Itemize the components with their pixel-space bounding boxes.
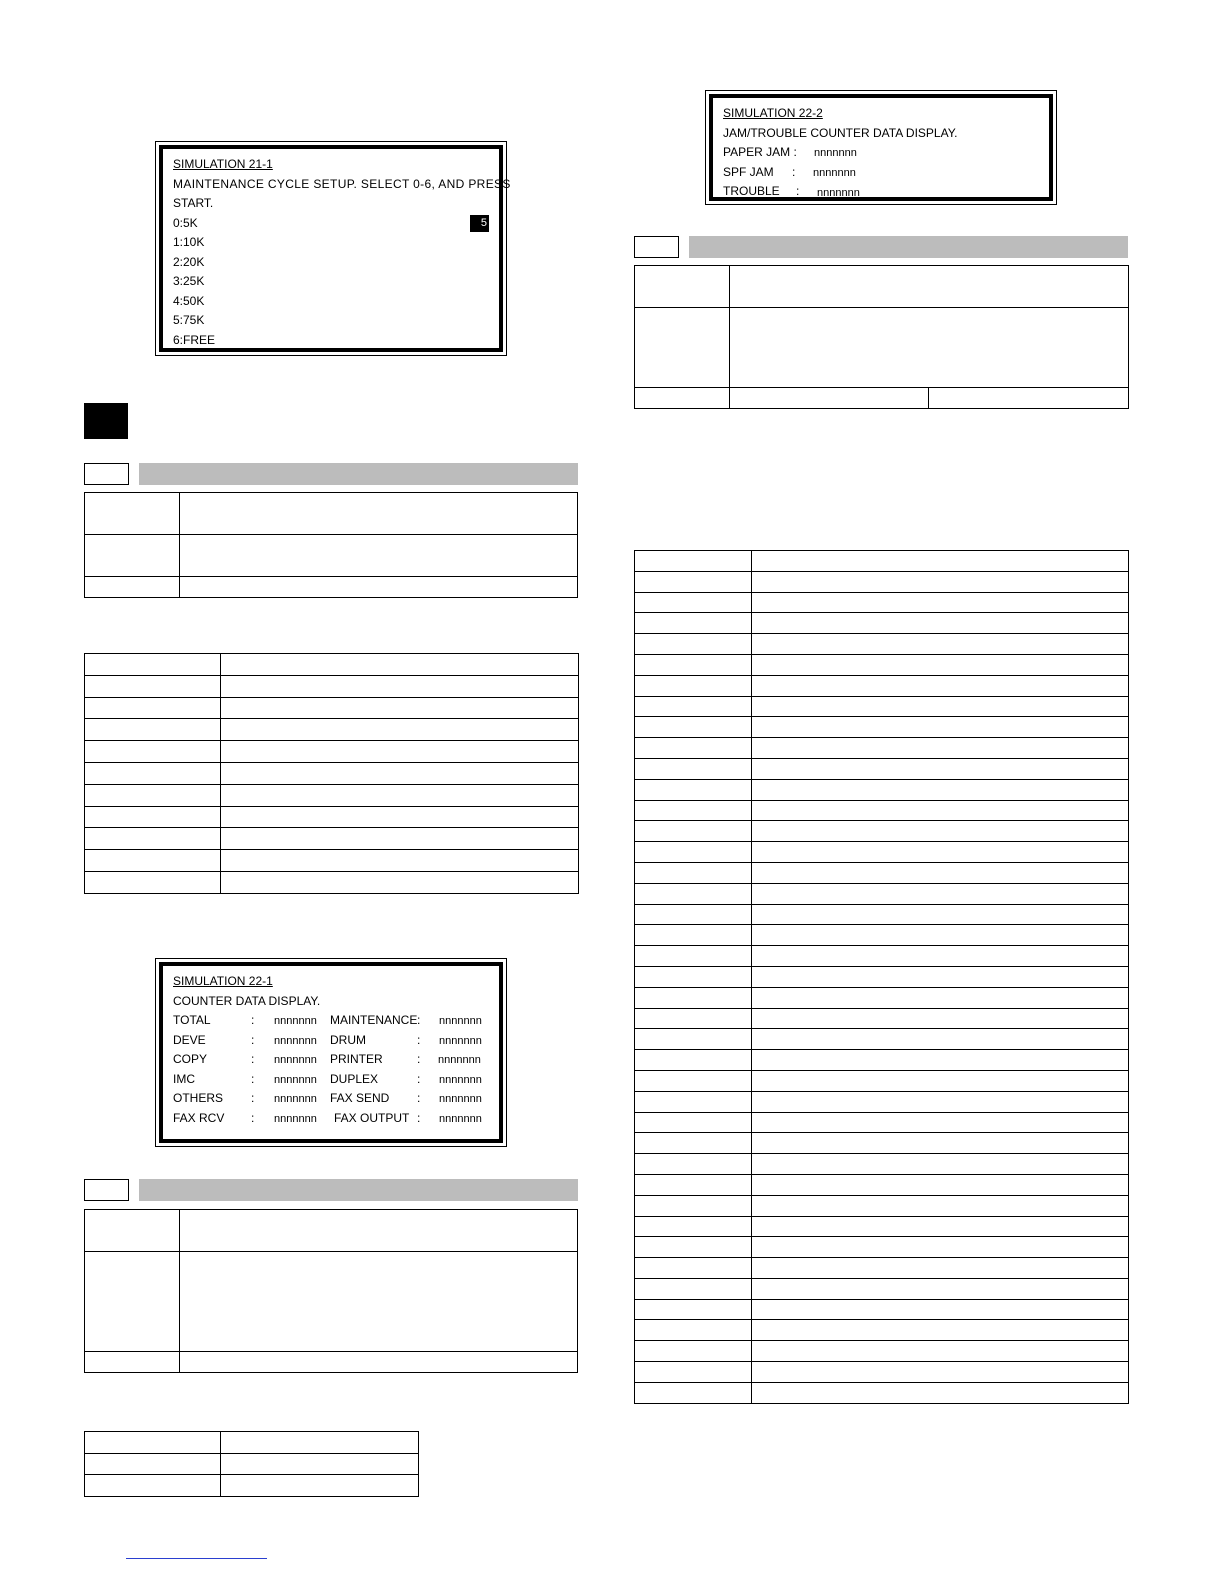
table-cell [752, 779, 1129, 800]
counter-colon: : [417, 1091, 421, 1105]
table-cell [85, 850, 221, 872]
counter-label: MAINTENANCE [330, 1013, 418, 1027]
table-cell [85, 697, 221, 719]
counter-value: nnnnnnn [274, 1074, 317, 1086]
info-cell [635, 266, 730, 308]
table-cell [635, 654, 752, 675]
sim21-option[interactable]: 5:75K [173, 313, 205, 327]
jam-value: nnnnnnn [813, 167, 856, 179]
counter-label: DRUM [330, 1033, 366, 1047]
data-table [84, 653, 579, 894]
table-cell [221, 806, 579, 828]
section-header [84, 1179, 578, 1201]
table-cell [635, 966, 752, 987]
table-cell [85, 719, 221, 741]
table-cell [635, 1237, 752, 1258]
section-header [84, 463, 578, 485]
counter-label: PRINTER [330, 1052, 383, 1066]
counter-label: DUPLEX [330, 1072, 379, 1086]
table-cell [752, 1154, 1129, 1175]
section-header-bar [689, 236, 1128, 258]
table-cell [635, 883, 752, 904]
table-cell [85, 654, 221, 676]
table-cell [752, 1029, 1129, 1050]
table-cell [752, 675, 1129, 696]
table-cell [752, 800, 1129, 821]
table-cell [752, 1112, 1129, 1133]
jam-label: PAPER JAM : [723, 145, 797, 159]
table-cell [752, 1362, 1129, 1383]
footer-link[interactable] [126, 1558, 267, 1559]
counter-value: nnnnnnn [439, 1113, 482, 1125]
info-cell [730, 388, 929, 409]
table-cell [752, 717, 1129, 738]
table-cell [752, 654, 1129, 675]
sim21-title: SIMULATION 21-1 [173, 157, 273, 171]
counter-colon: : [417, 1052, 421, 1066]
counter-value: nnnnnnn [274, 1054, 317, 1066]
counter-label: FAX OUTPUT [334, 1111, 410, 1125]
table-cell [635, 1216, 752, 1237]
table-cell [635, 1299, 752, 1320]
info-table [84, 492, 578, 598]
info-cell [180, 493, 578, 535]
table-cell [635, 634, 752, 655]
table-cell [635, 717, 752, 738]
table-cell [635, 1112, 752, 1133]
table-cell [635, 738, 752, 759]
table-cell [635, 551, 752, 572]
table-cell [752, 1320, 1129, 1341]
table-cell [752, 925, 1129, 946]
table-cell [221, 784, 579, 806]
table-cell [752, 1091, 1129, 1112]
info-cell [85, 1252, 180, 1352]
info-cell [180, 1252, 578, 1352]
info-cell [180, 1210, 578, 1252]
table-cell [221, 675, 579, 697]
table-cell [85, 806, 221, 828]
sim21-selected-value[interactable]: 5 [470, 215, 489, 232]
info-cell [180, 535, 578, 577]
table-cell [635, 613, 752, 634]
sim21-option[interactable]: 6:FREE [173, 333, 216, 347]
table-cell [752, 1216, 1129, 1237]
info-cell [85, 577, 180, 598]
table-cell [752, 1133, 1129, 1154]
counter-colon: : [251, 1013, 255, 1027]
table-cell [635, 862, 752, 883]
counter-label: COPY [173, 1052, 208, 1066]
counter-value: nnnnnnn [274, 1093, 317, 1105]
table-cell [635, 1382, 752, 1403]
table-cell [752, 1278, 1129, 1299]
jam-label: SPF JAM [723, 165, 774, 179]
table-cell [635, 946, 752, 967]
counter-value: nnnnnnn [439, 1093, 482, 1105]
info-cell [180, 577, 578, 598]
table-cell [752, 1258, 1129, 1279]
info-cell [85, 493, 180, 535]
table-cell [752, 946, 1129, 967]
table-cell [221, 1432, 419, 1454]
table-cell [635, 1154, 752, 1175]
table-cell [635, 800, 752, 821]
table-cell [635, 1278, 752, 1299]
table-cell [752, 1195, 1129, 1216]
counter-value: nnnnnnn [438, 1054, 481, 1066]
table-cell [221, 762, 579, 784]
section-marker [84, 403, 128, 439]
table-cell [85, 1475, 221, 1497]
table-cell [752, 1050, 1129, 1071]
table-cell [752, 1382, 1129, 1403]
counter-colon: : [251, 1052, 255, 1066]
table-cell [752, 1237, 1129, 1258]
table-cell [752, 862, 1129, 883]
table-cell [635, 1174, 752, 1195]
table-cell [221, 850, 579, 872]
table-cell [752, 613, 1129, 634]
table-cell [635, 1029, 752, 1050]
counter-value: nnnnnnn [274, 1015, 317, 1027]
table-cell [221, 828, 579, 850]
counter-value: nnnnnnn [439, 1035, 482, 1047]
table-cell [635, 1258, 752, 1279]
table-cell [221, 697, 579, 719]
info-cell [635, 308, 730, 388]
section-header-bar [139, 463, 578, 485]
table-cell [221, 719, 579, 741]
table-cell [752, 1341, 1129, 1362]
table-cell [635, 1091, 752, 1112]
table-cell [752, 966, 1129, 987]
sim21-option[interactable]: 3:25K [173, 274, 205, 288]
table-cell [752, 904, 1129, 925]
table-cell [635, 1341, 752, 1362]
counter-colon: : [417, 1013, 421, 1027]
table-cell [85, 1453, 221, 1475]
info-cell [85, 1210, 180, 1252]
table-cell [752, 738, 1129, 759]
table-cell [635, 571, 752, 592]
table-cell [221, 871, 579, 893]
table-cell [85, 741, 221, 763]
table-cell [752, 883, 1129, 904]
counter-value: nnnnnnn [439, 1015, 482, 1027]
table-cell [635, 758, 752, 779]
counter-colon: : [417, 1072, 421, 1086]
table-cell [752, 696, 1129, 717]
table-cell [752, 551, 1129, 572]
counter-colon: : [251, 1111, 255, 1125]
counter-label: DEVE [173, 1033, 206, 1047]
sim21-option[interactable]: 0:5K [173, 216, 198, 230]
section-header-box [84, 1179, 129, 1201]
table-cell [635, 1362, 752, 1383]
table-cell [635, 842, 752, 863]
sim22-1-title: SIMULATION 22-1 [173, 974, 273, 988]
counter-colon: : [417, 1111, 421, 1125]
table-cell [752, 1299, 1129, 1320]
table-cell [752, 842, 1129, 863]
jam-label: TROUBLE [723, 184, 780, 198]
table-cell [635, 1133, 752, 1154]
counter-label: IMC [173, 1072, 195, 1086]
sim22-2-subtitle: JAM/TROUBLE COUNTER DATA DISPLAY. [723, 126, 958, 140]
sim22-2-title: SIMULATION 22-2 [723, 106, 823, 120]
table-cell [85, 1432, 221, 1454]
table-cell [635, 592, 752, 613]
counter-label: OTHERS [173, 1091, 224, 1105]
info-cell [730, 266, 1129, 308]
counter-colon: : [251, 1033, 255, 1047]
info-cell [929, 388, 1129, 409]
data-table [634, 550, 1129, 1404]
info-cell [85, 1352, 180, 1373]
table-cell [221, 741, 579, 763]
table-cell [752, 1008, 1129, 1029]
table-cell [221, 1453, 419, 1475]
table-cell [635, 696, 752, 717]
info-cell [85, 535, 180, 577]
counter-label: TOTAL [173, 1013, 211, 1027]
table-cell [85, 784, 221, 806]
table-cell [635, 1320, 752, 1341]
section-header-bar [139, 1179, 578, 1201]
table-cell [85, 828, 221, 850]
counter-colon: : [417, 1033, 421, 1047]
section-header-box [84, 463, 129, 485]
table-cell [85, 871, 221, 893]
counter-label: FAX RCV [173, 1111, 225, 1125]
table-cell [635, 1008, 752, 1029]
table-cell [752, 592, 1129, 613]
counter-value: nnnnnnn [274, 1035, 317, 1047]
table-cell [635, 821, 752, 842]
sim22-1-screen [155, 958, 507, 1147]
counter-label: FAX SEND [330, 1091, 390, 1105]
info-table [84, 1209, 578, 1373]
section-header [634, 236, 1128, 258]
jam-value: nnnnnnn [814, 147, 857, 159]
sim21-instruction-cont: START. [173, 196, 214, 210]
table-cell [221, 1475, 419, 1497]
table-cell [635, 1050, 752, 1071]
info-cell [730, 308, 1129, 388]
table-cell [752, 634, 1129, 655]
table-cell [752, 1174, 1129, 1195]
table-cell [635, 675, 752, 696]
sim21-screen [155, 141, 511, 356]
info-table [634, 265, 1129, 409]
counter-colon: : [251, 1091, 255, 1105]
info-cell [180, 1352, 578, 1373]
table-cell [635, 904, 752, 925]
counter-value: nnnnnnn [274, 1113, 317, 1125]
table-cell [635, 779, 752, 800]
table-cell [85, 675, 221, 697]
jam-value: nnnnnnn [817, 187, 860, 199]
sim21-option[interactable]: 4:50K [173, 294, 205, 308]
jam-colon: : [792, 165, 796, 179]
jam-colon: : [796, 184, 800, 198]
counter-colon: : [251, 1072, 255, 1086]
table-cell [635, 925, 752, 946]
info-cell [635, 388, 730, 409]
table-cell [635, 1070, 752, 1091]
sim22-2-screen [705, 90, 1057, 205]
table-cell [752, 571, 1129, 592]
table-cell [635, 987, 752, 1008]
section-header-box [634, 236, 679, 258]
table-cell [221, 654, 579, 676]
table-cell [752, 758, 1129, 779]
table-cell [635, 1195, 752, 1216]
counter-value: nnnnnnn [439, 1074, 482, 1086]
table-cell [752, 1070, 1129, 1091]
sim21-instruction: MAINTENANCE CYCLE SETUP. SELECT 0-6, AND PRESS [173, 177, 511, 191]
table-cell [752, 821, 1129, 842]
table-cell [85, 762, 221, 784]
data-table [84, 1431, 419, 1497]
sim22-1-subtitle: COUNTER DATA DISPLAY. [173, 994, 321, 1008]
table-cell [752, 987, 1129, 1008]
sim21-option[interactable]: 1:10K [173, 235, 205, 249]
sim21-option[interactable]: 2:20K [173, 255, 205, 269]
